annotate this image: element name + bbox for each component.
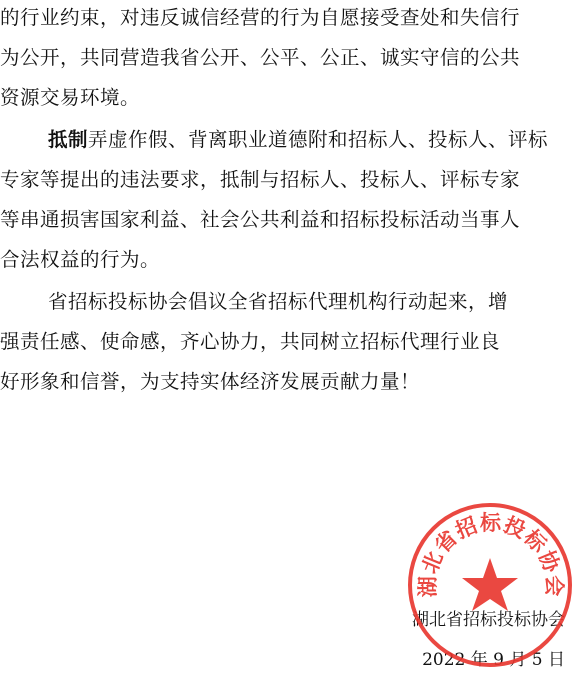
p3-line-3: 好形象和信誉，为支持实体经济发展贡献力量！: [0, 370, 421, 393]
p2-line-4: 合法权益的行为。: [0, 248, 161, 271]
p1-line-2: 为公开，共同营造我省公开、公平、公正、诚实守信的公共: [0, 46, 521, 69]
seal-star-icon: [462, 558, 518, 611]
p1-line-3: 资源交易环境。: [0, 86, 141, 109]
p3-line-2: 强责任感、使命感，齐心协力，共同树立招标代理行业良: [0, 330, 501, 353]
p3-line-1: 省招标投标协会倡议全省招标代理机构行动起来，增: [48, 290, 509, 313]
p2-line-1-text: 弄虚作假、背离职业道德附和招标人、投标人、评标: [88, 128, 549, 151]
p1-line-1: 的行业约束，对违反诚信经营的行为自愿接受查处和失信行: [0, 6, 521, 29]
p2-line-1: [48, 128, 587, 152]
signature-date: 2022 年 9 月 5 日: [422, 650, 565, 670]
svg-text:湖北省招标投标协会: 湖北省招标投标协会: [415, 511, 567, 598]
p2-line-2: 专家等提出的违法要求，抵制与招标人、投标人、评标专家: [0, 168, 521, 191]
p2-lead-bold: 抵制: [48, 128, 89, 151]
signature-organization: 湖北省招标投标协会: [412, 610, 565, 630]
official-seal-stamp: [405, 500, 575, 670]
p2-line-3: 等串通损害国家利益、社会公共利益和招标投标活动当事人: [0, 208, 521, 231]
